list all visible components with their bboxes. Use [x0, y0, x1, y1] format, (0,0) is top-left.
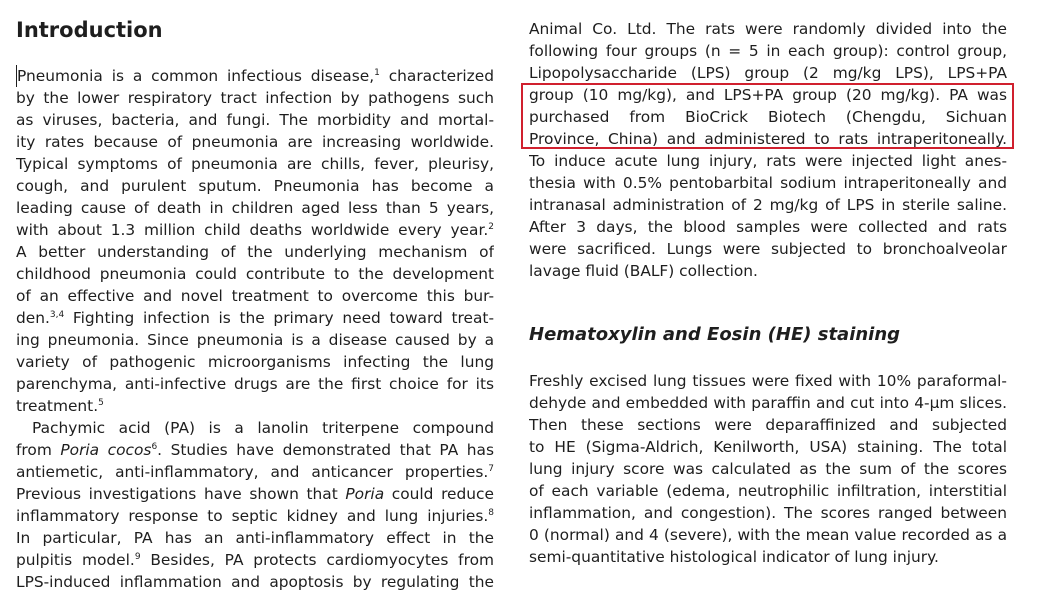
text-line: After 3 days, the blood samples were collected and rats	[529, 218, 1007, 236]
annotation-highlight-box	[521, 83, 1014, 149]
text-line: treatment.$^5$	[16, 397, 104, 415]
text-line: from Poria cocos$^6$. Studies have demonstrated that PA has	[16, 441, 494, 459]
text-line: by the lower respiratory tract infection by pathogens such	[16, 89, 494, 107]
text-line: as viruses, bacteria, and fungi. The morbidity and mortal-	[16, 111, 494, 129]
text-line: Previous investigations have shown that Poria could reduce	[16, 485, 494, 503]
text-line: A better understanding of the underlying mechanism of	[16, 243, 494, 261]
section-heading-he-staining: Hematoxylin and Eosin (HE) staining	[529, 324, 901, 345]
text-line: parenchyma, anti-infective drugs are the first choice for its	[16, 375, 494, 393]
text-line: Lipopolysaccharide (LPS) group (2 mg/kg LPS), LPS+PA	[529, 64, 1007, 82]
text-line: variety of pathogenic microorganisms infecting the lung	[16, 353, 494, 371]
text-line: lavage fluid (BALF) collection.	[529, 262, 758, 280]
text-line: of each variable (edema, neutrophilic infiltration, interstitial	[529, 482, 1007, 500]
text-line: Animal Co. Ltd. The rats were randomly divided into the	[529, 20, 1007, 38]
text-line: were sacrificed. Lungs were subjected to bronchoalveolar	[529, 240, 1007, 258]
text-line: leading cause of death in children aged less than 5 years,	[16, 199, 494, 217]
section-heading-introduction: Introduction	[16, 18, 163, 42]
text-line: cough, and purulent sputum. Pneumonia has become a	[16, 177, 494, 195]
text-line: ing pneumonia. Since pneumonia is a disease caused by a	[16, 331, 494, 349]
text-line: childhood pneumonia could contribute to the development	[16, 265, 494, 283]
text-line: Then these sections were deparaffinized and subjected	[529, 416, 1007, 434]
text-line: antiemetic, anti-inflammatory, and anticancer properties.$^7$	[16, 463, 494, 481]
text-line: LPS-induced inflammation and apoptosis by regulating the	[16, 573, 494, 591]
methods-paragraph-he	[529, 370, 1007, 568]
text-line: group (10 mg/kg), and LPS+PA group (20 mg/kg). PA was	[529, 86, 1007, 104]
text-line: dehyde and embedded with paraffin and cut into 4-μm slices.	[529, 394, 1007, 412]
text-line: inflammatory response to septic kidney and lung injuries.$^8$	[16, 507, 494, 525]
intro-paragraph-1	[16, 65, 494, 417]
text-line: To induce acute lung injury, rats were injected light anes-	[529, 152, 1007, 170]
text-line: Typical symptoms of pneumonia are chills, fever, pleurisy,	[16, 155, 494, 173]
text-line: 0 (normal) and 4 (severe), with the mean value recorded as a	[529, 526, 1007, 544]
text-line: semi-quantitative histological indicator of lung injury.	[529, 548, 939, 566]
text-line: Freshly excised lung tissues were fixed with 10% paraformal-	[529, 372, 1007, 390]
text-line: Province, China) and administered to rats intraperitoneally.	[529, 130, 1007, 148]
text-line: In particular, PA has an anti-inflammatory effect in the	[16, 529, 494, 547]
methods-paragraph-animals	[529, 18, 1007, 282]
text-line: Pachymic acid (PA) is a lanolin triterpene compound	[32, 419, 494, 437]
text-line: to HE (Sigma-Aldrich, Kenilworth, USA) staining. The total	[529, 438, 1007, 456]
text-line: purchased from BioCrick Biotech (Chengdu, Sichuan	[529, 108, 1007, 126]
text-line: intranasal administration of 2 mg/kg of LPS in sterile saline.	[529, 196, 1007, 214]
text-line: following four groups (n = 5 in each group): control group,	[529, 42, 1007, 60]
text-line: inflammation, and congestion). The scores ranged between	[529, 504, 1007, 522]
text-line: lung injury score was calculated as the sum of the scores	[529, 460, 1007, 478]
text-line: pulpitis model.$^9$ Besides, PA protects cardiomyocytes from	[16, 551, 494, 569]
text-line: ity rates because of pneumonia are increasing worldwide.	[16, 133, 494, 151]
text-line: thesia with 0.5% pentobarbital sodium intraperitoneally and	[529, 174, 1007, 192]
text-line: Pneumonia is a common infectious disease,$^1$ characterized	[17, 67, 494, 85]
intro-paragraph-2	[16, 417, 494, 593]
text-line: with about 1.3 million child deaths worldwide every year.$^2$	[16, 221, 494, 239]
text-line: den.$^{3,4}$ Fighting infection is the primary need toward treat-	[16, 309, 494, 327]
text-line: of an effective and novel treatment to overcome this bur-	[16, 287, 494, 305]
